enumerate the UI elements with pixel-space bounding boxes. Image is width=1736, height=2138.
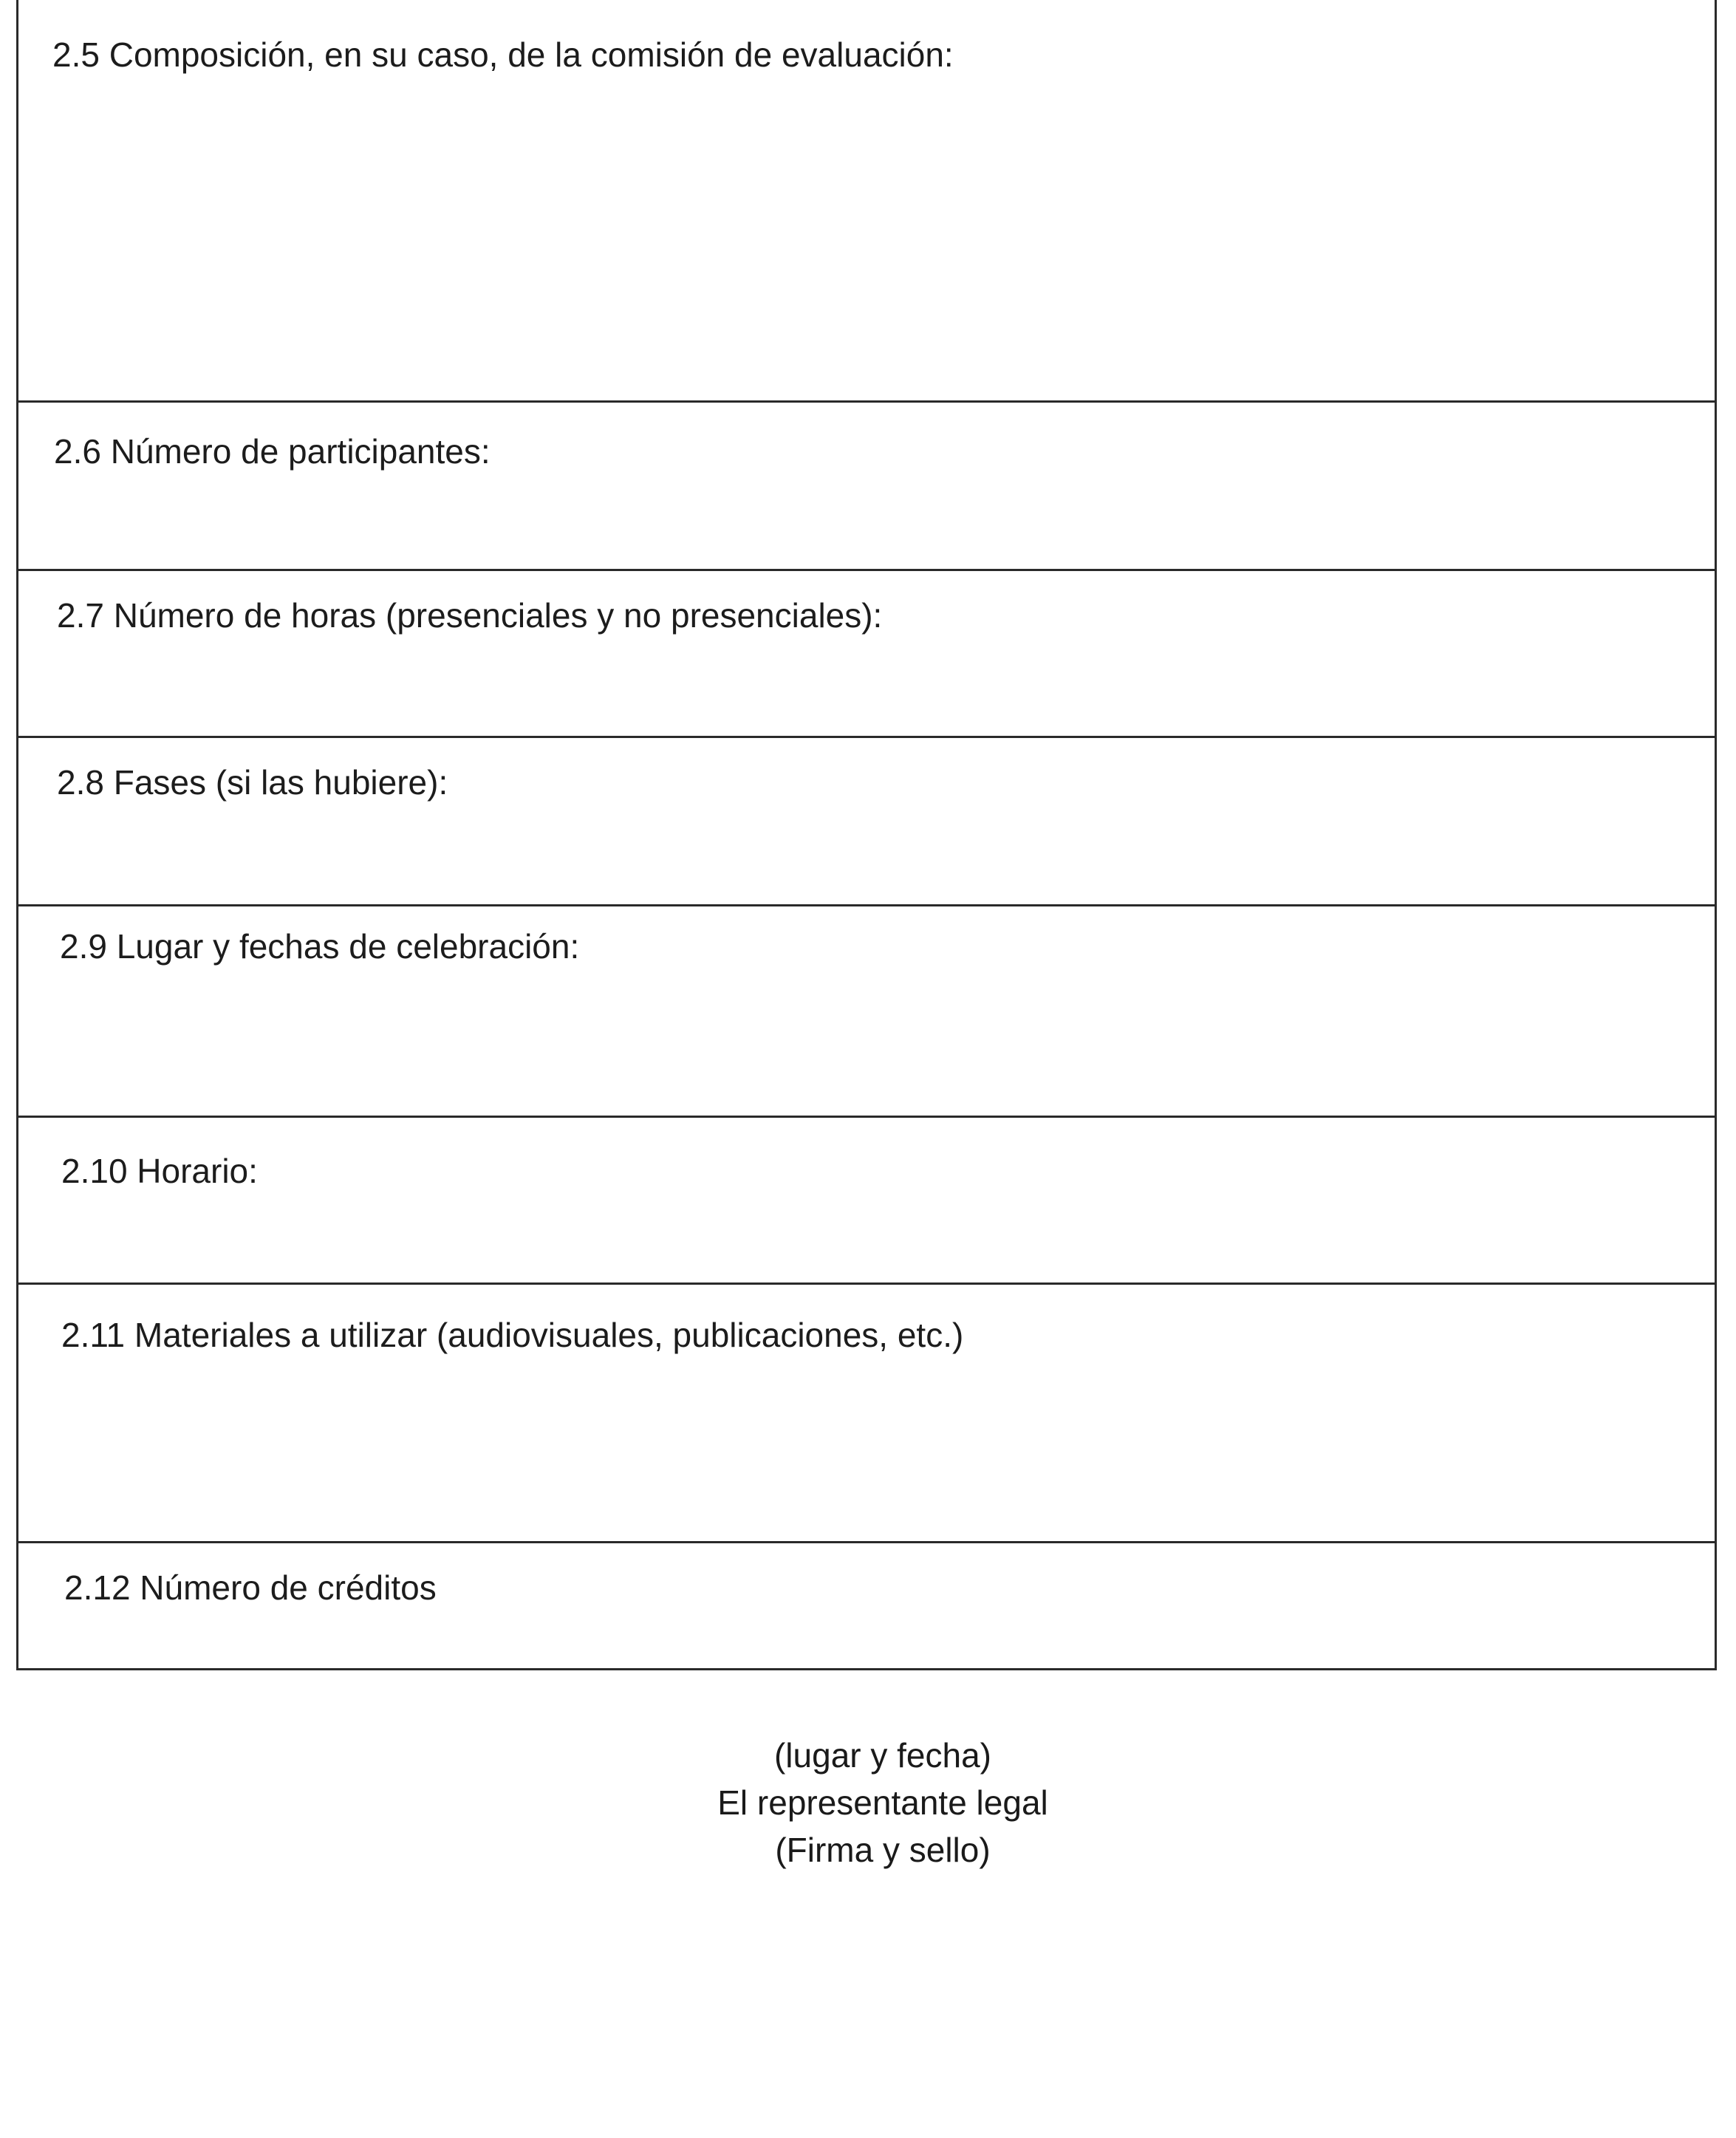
section-label: 2.12 Número de créditos: [64, 1568, 437, 1607]
legal-representative-label: El representante legal: [717, 1783, 1048, 1822]
section-label: 2.9 Lugar y fechas de celebración:: [60, 927, 580, 966]
section-phases[interactable]: [18, 736, 1715, 904]
section-commission-composition[interactable]: [18, 0, 1715, 400]
section-place-dates[interactable]: [18, 904, 1715, 1116]
form-table: [16, 0, 1717, 1670]
section-participants[interactable]: [18, 400, 1715, 569]
signature-seal-label: (Firma y sello): [775, 1831, 991, 1869]
section-label: 2.7 Número de horas (presenciales y no presenciales):: [57, 596, 883, 635]
section-label: 2.6 Número de participantes:: [54, 432, 491, 471]
place-date-label: (lugar y fecha): [773, 1736, 991, 1775]
section-label: 2.10 Horario:: [61, 1152, 258, 1190]
section-label: 2.5 Composición, en su caso, de la comisión de evaluación:: [52, 35, 954, 74]
section-schedule[interactable]: [18, 1116, 1715, 1283]
section-label: 2.11 Materiales a utilizar (audiovisuales, publicaciones, etc.): [61, 1316, 964, 1354]
section-credits[interactable]: [18, 1541, 1715, 1668]
section-label: 2.8 Fases (si las hubiere):: [57, 763, 448, 802]
section-materials[interactable]: [18, 1283, 1715, 1541]
signature-block: [0, 1732, 1736, 1874]
section-hours[interactable]: [18, 569, 1715, 736]
